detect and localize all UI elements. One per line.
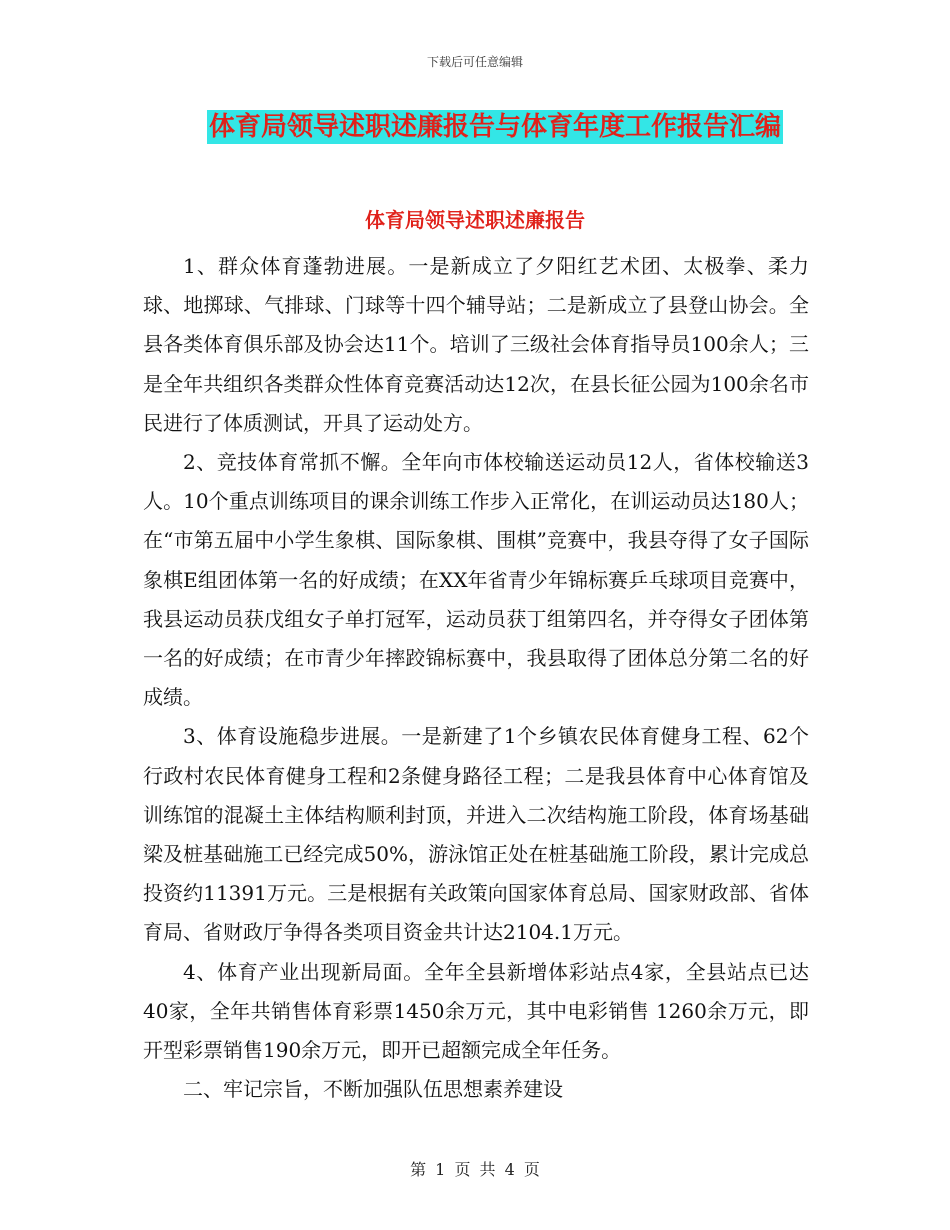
document-title: 体育局领导述职述廉报告与体育年度工作报告汇编 — [209, 112, 782, 142]
section-title: 体育局领导述职述廉报告 — [365, 208, 585, 232]
header-note: 下载后可任意编辑 — [426, 55, 523, 69]
paragraph-5-heading: 二、牢记宗旨，不断加强队伍思想素养建设 — [183, 1077, 563, 1102]
page-footer: 第 1 页 共 4 页 — [410, 1160, 540, 1179]
paragraph-3: 3、体育设施稳步进展。一是新建了1个乡镇农民体育健身工程、62个行政村农民体育健身工程和2条健身路径工程；二是我县体育中心体育馆及训练馆的混凝土主体结构顺利封顶，并进入二次结构施工阶段，体育场基础梁及桩基础施工已经完成50%，游泳馆正处在桩基础施工阶段，累计完成总投资约11391万元。三是根据有关政策向国家体育总局、国家财政部、省体育局、省财政厅争得各类项目资金共计达2104.1万元。 — [143, 724, 809, 945]
paragraph-1: 1、群众体育蓬勃进展。一是新成立了夕阳红艺术团、太极拳、柔力球、地掷球、气排球、门球等十四个辅导站；二是新成立了县登山协会。全县各类体育俱乐部及协会达11个。培训了三级社会体育指导员100余人；三是全年共组织各类群众性体育竞赛活动达12次，在县长征公园为100余名市民进行了体质测试，开具了运动处方。 — [143, 254, 809, 435]
document-body — [143, 247, 809, 1109]
paragraph-2: 2、竞技体育常抓不懈。全年向市体校输送运动员12人，省体校输送3人。10个重点训练项目的课余训练工作步入正常化，在训运动员达180人；在“市第五届中小学生象棋、国际象棋、围棋”竞赛中，我县夺得了女子国际象棋E组团体第一名的好成绩；在XX年省青少年锦标赛乒乓球项目竞赛中，我县运动员获戊组女子单打冠军，运动员获丁组第四名，并夺得女子团体第一名的好成绩；在市青少年摔跤锦标赛中，我县取得了团体总分第二名的好成绩。 — [143, 450, 809, 710]
paragraph-4: 4、体育产业出现新局面。全年全县新增体彩站点4家，全县站点已达40家，全年共销售体育彩票1450余万元，其中电彩销售 1260余万元，即开型彩票销售190余万元，即开已超额完成全年任务。 — [143, 959, 809, 1063]
